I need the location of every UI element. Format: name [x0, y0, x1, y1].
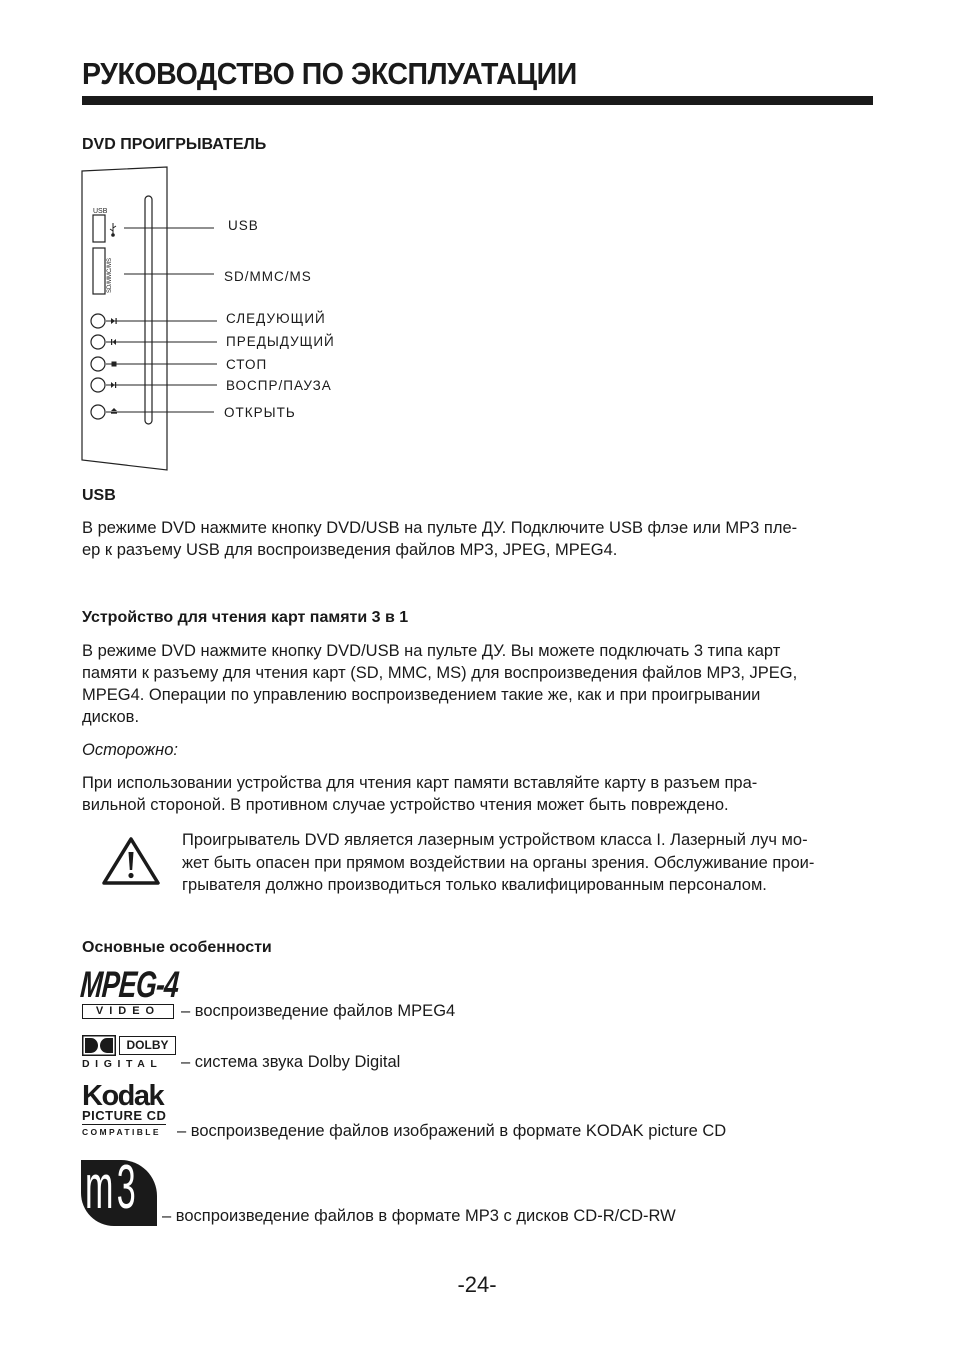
- usb-section-heading: USB: [82, 487, 116, 504]
- feature-mpeg4-text: – воспроизведение файлов MPEG4: [181, 1002, 456, 1020]
- callout-next: СЛЕДУЮЩИЙ: [226, 311, 326, 326]
- dolby-digital-word: DIGITAL: [82, 1058, 163, 1070]
- callout-open: ОТКРЫТЬ: [224, 405, 296, 420]
- dolby-digital-logo: [82, 1035, 178, 1069]
- caution-label: Осторожно:: [82, 741, 179, 759]
- open-button: [91, 405, 105, 419]
- card-slot: [93, 248, 105, 294]
- card-line: MPEG4. Операции по управлению воспроизведением такие же, как и при проигрывании: [82, 686, 761, 704]
- title-rule: [82, 96, 873, 105]
- kodak-picture-cd-logo: [82, 1082, 178, 1140]
- callout-stop: СТОП: [226, 357, 268, 372]
- usb-port: [93, 215, 105, 242]
- feature-dolby-text: – система звука Dolby Digital: [181, 1053, 401, 1071]
- usb-symbol-icon: [110, 223, 116, 236]
- stop-button: [91, 357, 105, 371]
- usb-port-label: USB: [93, 208, 108, 215]
- card-reader-paragraph: [82, 640, 873, 728]
- caution-line: При использовании устройства для чтения карт памяти вставляйте карту в разъем пра-: [82, 774, 758, 792]
- card-line: памяти к разъему для чтения карт (SD, MMC, MS) для воспроизведения файлов MP3, JPEG,: [82, 664, 798, 682]
- next-button: [91, 314, 105, 328]
- dvd-panel-diagram: [80, 165, 370, 475]
- warning-line: грывателя должно производиться только квалифицированным персоналом.: [182, 876, 767, 894]
- play-pause-button: [91, 378, 105, 392]
- card-line: дисков.: [82, 708, 140, 726]
- disc-slot: [145, 196, 152, 424]
- callout-usb: USB: [228, 218, 259, 233]
- callout-play-pause: ВОСПР/ПАУЗА: [226, 378, 332, 393]
- feature-kodak-text: – воспроизведение файлов изображений в формате KODAK picture CD: [177, 1122, 727, 1140]
- dvd-section-heading: DVD ПРОИГРЫВАТЕЛЬ: [82, 136, 267, 153]
- page-number: -24-: [457, 1272, 497, 1297]
- callout-card-reader: SD/MMC/MS: [224, 269, 312, 284]
- usb-line: ер к разъему USB для воспроизведения файлов MP3, JPEG, MPEG4.: [82, 541, 618, 559]
- caution-line: вильной стороной. В противном случае устройство чтения может быть повреждено.: [82, 796, 729, 814]
- mp3-logo: [81, 1160, 157, 1226]
- warning-line: жет быть опасен при прямом воздействии на органы зрения. Обслуживание прои-: [182, 853, 815, 872]
- dolby-box: DOLBY: [119, 1036, 176, 1055]
- warning-triangle-icon: [100, 835, 162, 887]
- callout-previous: ПРЕДЫДУЩИЙ: [226, 334, 335, 349]
- mpeg4-video-box: VIDEO: [82, 1004, 174, 1019]
- double-d-icon: [82, 1035, 116, 1056]
- caution-paragraph: [82, 772, 873, 816]
- feature-mp3-text: – воспроизведение файлов в формате MP3 с дисков CD-R/CD-RW: [162, 1207, 676, 1225]
- page-title: РУКОВОДСТВО ПО ЭКСПЛУАТАЦИИ: [82, 56, 577, 91]
- mp3-logo-text: m3: [85, 1160, 139, 1222]
- laser-warning-text: [182, 829, 873, 897]
- card-slot-label: SD/MMC/MS: [107, 258, 113, 293]
- eject-icon: [111, 408, 117, 414]
- kodak-picture-cd: PICTURE CD: [82, 1108, 167, 1123]
- card-reader-heading: Устройство для чтения карт памяти 3 в 1: [82, 609, 409, 626]
- kodak-compatible: COMPATIBLE: [82, 1127, 161, 1137]
- usb-line: В режиме DVD нажмите кнопку DVD/USB на пульте ДУ. Подключите USB флэе или MP3 пле-: [82, 519, 798, 537]
- mpeg4-logo-text: MPEG-4: [79, 964, 180, 1005]
- mpeg4-video-logo: [79, 964, 180, 1020]
- prev-button: [91, 335, 105, 349]
- card-line: В режиме DVD нажмите кнопку DVD/USB на пульте ДУ. Вы можете подключать 3 типа карт: [82, 642, 781, 660]
- features-heading: Основные особенности: [82, 939, 272, 956]
- kodak-logo-text: Kodak: [82, 1080, 164, 1112]
- warning-line: Проигрыватель DVD является лазерным устройством класса I. Лазерный луч мо-: [182, 831, 808, 849]
- usb-paragraph: [82, 517, 873, 561]
